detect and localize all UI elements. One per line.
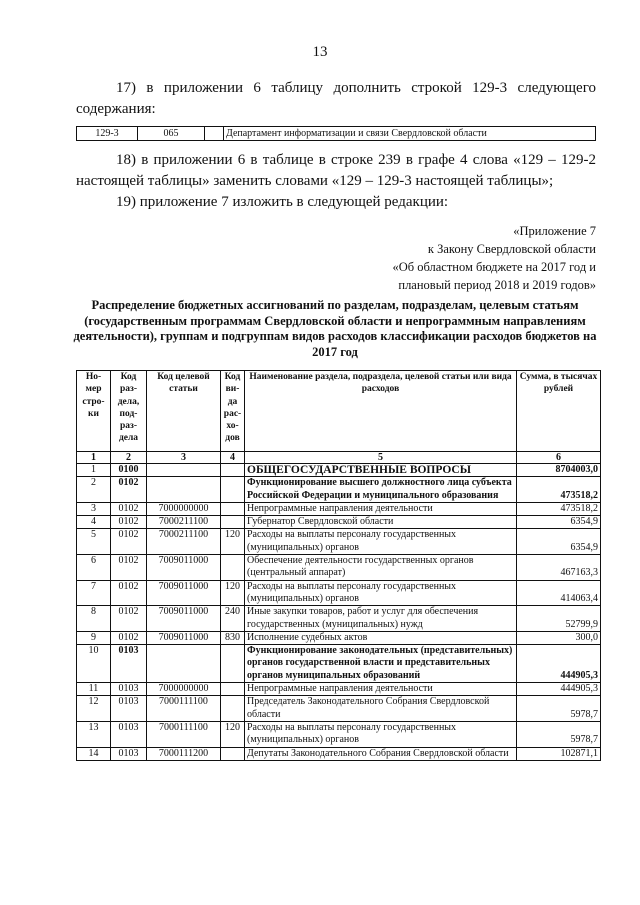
row-sum: 8704003,0 (517, 464, 601, 477)
table-row (77, 747, 601, 760)
table-title: Распределение бюджетных ассигнований по разделам, подразделам, целевым статьям (государственным программам Свердловской области и непрограммным направлениям деятельности), группам и подгруппам видов расходов классификации расходов бюджетов на 2017 год (73, 298, 597, 359)
row-number: 6 (77, 555, 111, 581)
annex-line: «Приложение 7 (513, 224, 596, 238)
section-code: 0102 (111, 502, 147, 515)
insert-row-code: 129-3 (77, 127, 138, 141)
row-sum: 473518,2 (517, 477, 601, 503)
row-sum: 6354,9 (517, 516, 601, 529)
row-name: Иные закупки товаров, работ и услуг для обеспечения государственных (муниципальных) нужд (245, 606, 517, 632)
column-numbers-row (77, 452, 601, 464)
row-number: 9 (77, 631, 111, 644)
row-number: 3 (77, 502, 111, 515)
header-target-code: Код целевой статьи (147, 371, 221, 452)
row-name: Депутаты Законодательного Собрания Свердловской области (245, 747, 517, 760)
paragraph-17: 17) в приложении 6 таблицу дополнить строкой 129-3 следующего содержания: (76, 80, 596, 117)
row-sum: 5978,7 (517, 721, 601, 747)
target-code: 7000211100 (147, 516, 221, 529)
paragraph-18: 18) в приложении 6 в таблице в строке 239 в графе 4 слова «129 – 129-2 настоящей таблицы» заменить словами «129 – 129-3 настоящей таблицы»; (76, 152, 596, 189)
insert-row-table (76, 126, 596, 141)
table-row (77, 477, 601, 503)
table-row (77, 631, 601, 644)
row-sum: 467163,3 (517, 555, 601, 581)
row-name: Расходы на выплаты персоналу государственных (муниципальных) органов (245, 529, 517, 555)
target-code (147, 477, 221, 503)
row-name: Функционирование высшего должностного лица субъекта Российской Федерации и муниципального образования (245, 477, 517, 503)
section-code: 0102 (111, 477, 147, 503)
column-number: 3 (147, 452, 221, 464)
column-number: 6 (517, 452, 601, 464)
row-sum: 414063,4 (517, 580, 601, 606)
row-name: ОБЩЕГОСУДАРСТВЕННЫЕ ВОПРОСЫ (245, 464, 517, 477)
section-code: 0102 (111, 529, 147, 555)
expense-kind: 120 (221, 721, 245, 747)
target-code: 7000211100 (147, 529, 221, 555)
annex-header (336, 222, 596, 294)
column-number: 1 (77, 452, 111, 464)
table-row (77, 464, 601, 477)
expense-kind: 240 (221, 606, 245, 632)
row-name: Расходы на выплаты персоналу государственных (муниципальных) органов (245, 721, 517, 747)
row-number: 13 (77, 721, 111, 747)
page-number: 13 (312, 44, 328, 60)
expense-kind (221, 696, 245, 722)
header-row-number: Но-мер стро-ки (77, 371, 111, 452)
section-code: 0103 (111, 747, 147, 760)
expense-kind: 120 (221, 529, 245, 555)
table-row (77, 683, 601, 696)
row-name: Обеспечение деятельности государственных органов (центральный аппарат) (245, 555, 517, 581)
target-code: 7000000000 (147, 502, 221, 515)
section-code: 0103 (111, 696, 147, 722)
table-row (77, 127, 596, 141)
row-name: Председатель Законодательного Собрания Свердловской области (245, 696, 517, 722)
target-code: 7009011000 (147, 555, 221, 581)
row-sum: 52799,9 (517, 606, 601, 632)
table-row (77, 721, 601, 747)
expense-kind (221, 502, 245, 515)
table-row (77, 606, 601, 632)
target-code: 7009011000 (147, 631, 221, 644)
target-code: 7000111100 (147, 721, 221, 747)
annex-line: плановый период 2018 и 2019 годов» (398, 278, 596, 292)
row-number: 12 (77, 696, 111, 722)
row-number: 1 (77, 464, 111, 477)
row-number: 11 (77, 683, 111, 696)
row-number: 7 (77, 580, 111, 606)
row-sum: 102871,1 (517, 747, 601, 760)
table-row (77, 502, 601, 515)
row-name: Непрограммные направления деятельности (245, 502, 517, 515)
target-code: 7000000000 (147, 683, 221, 696)
section-code: 0100 (111, 464, 147, 477)
column-number: 2 (111, 452, 147, 464)
target-code (147, 645, 221, 683)
row-name: Губернатор Свердловской области (245, 516, 517, 529)
header-sum: Сумма, в тысячах рублей (517, 371, 601, 452)
expense-kind (221, 477, 245, 503)
target-code: 7000111100 (147, 696, 221, 722)
row-name: Непрограммные направления деятельности (245, 683, 517, 696)
section-code: 0103 (111, 645, 147, 683)
row-sum: 5978,7 (517, 696, 601, 722)
table-row (77, 645, 601, 683)
target-code: 7009011000 (147, 580, 221, 606)
insert-row-num: 065 (138, 127, 205, 141)
paragraph-19: 19) приложение 7 изложить в следующей редакции: (116, 194, 449, 210)
section-code: 0102 (111, 555, 147, 581)
expense-kind (221, 747, 245, 760)
expense-kind (221, 683, 245, 696)
row-number: 2 (77, 477, 111, 503)
table-row (77, 555, 601, 581)
row-name: Расходы на выплаты персоналу государственных (муниципальных) органов (245, 580, 517, 606)
annex-line: к Закону Свердловской области (427, 242, 596, 256)
section-code: 0103 (111, 683, 147, 696)
section-code: 0102 (111, 631, 147, 644)
row-name: Функционирование законодательных (представительных) органов государственной власти и представительных органов муниципальных образований (245, 645, 517, 683)
row-sum: 444905,3 (517, 683, 601, 696)
annex-line: «Об областном бюджете на 2017 год и (392, 260, 596, 274)
section-code: 0102 (111, 516, 147, 529)
row-sum: 473518,2 (517, 502, 601, 515)
section-code: 0103 (111, 721, 147, 747)
expense-kind (221, 555, 245, 581)
section-code: 0102 (111, 606, 147, 632)
table-row (77, 529, 601, 555)
expense-kind (221, 464, 245, 477)
row-number: 8 (77, 606, 111, 632)
row-name: Исполнение судебных актов (245, 631, 517, 644)
table-row (77, 580, 601, 606)
expense-kind (221, 645, 245, 683)
row-number: 14 (77, 747, 111, 760)
expense-kind: 120 (221, 580, 245, 606)
section-code: 0102 (111, 580, 147, 606)
header-row (77, 371, 601, 452)
target-code (147, 464, 221, 477)
header-section-code: Код раз-дела, под-раз-дела (111, 371, 147, 452)
header-name: Наименование раздела, подраздела, целевой статьи или вида расходов (245, 371, 517, 452)
expense-kind (221, 516, 245, 529)
target-code: 7009011000 (147, 606, 221, 632)
expense-kind: 830 (221, 631, 245, 644)
row-number: 10 (77, 645, 111, 683)
budget-table (76, 370, 601, 761)
column-number: 4 (221, 452, 245, 464)
column-number: 5 (245, 452, 517, 464)
row-sum: 6354,9 (517, 529, 601, 555)
row-sum: 444905,3 (517, 645, 601, 683)
row-sum: 300,0 (517, 631, 601, 644)
row-number: 4 (77, 516, 111, 529)
table-row (77, 696, 601, 722)
insert-row-name: Департамент информатизации и связи Свердловской области (224, 127, 596, 141)
table-row (77, 516, 601, 529)
row-number: 5 (77, 529, 111, 555)
target-code: 7000111200 (147, 747, 221, 760)
header-expense-kind: Код ви-да рас-хо-дов (221, 371, 245, 452)
